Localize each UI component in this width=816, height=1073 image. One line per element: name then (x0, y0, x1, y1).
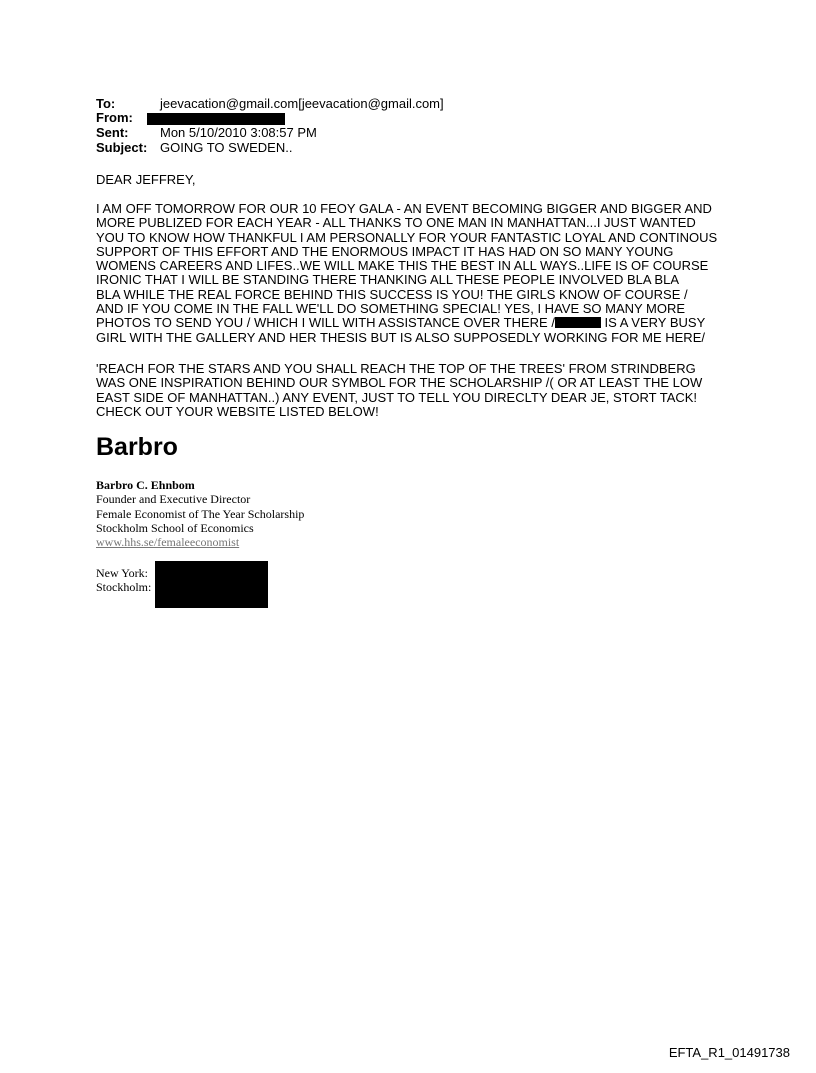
paragraph-line: WAS ONE INSPIRATION BEHIND OUR SYMBOL FOR THE SCHOLARSHIP /( OR AT LEAST THE LOW (96, 375, 703, 391)
from-label: From: (96, 110, 133, 125)
line-text-before-redaction: PHOTOS TO SEND YOU / WHICH I WILL WITH ASSISTANCE OVER THERE / (96, 315, 555, 331)
signature-scholarship: Female Economist of The Year Scholarship (96, 507, 305, 521)
new-york-label: New York: (96, 566, 149, 580)
signature-school: Stockholm School of Economics (96, 521, 254, 535)
to-value: jeevacation@gmail.com[jeevacation@gmail.com] (160, 96, 444, 111)
paragraph-line: MORE PUBLIZED FOR EACH YEAR - ALL THANKS TO ONE MAN IN MANHATTAN...I JUST WANTED (96, 215, 696, 231)
message-paragraph-1 (96, 202, 736, 345)
signature-full-name: Barbro C. Ehnbom (96, 478, 195, 492)
signature-name: Barbro (96, 433, 178, 461)
paragraph-line: SUPPORT OF THIS EFFORT AND THE ENORMOUS IMPACT IT HAS HAD ON SO MANY YOUNG (96, 243, 674, 259)
paragraph-line: IRONIC THAT I WILL BE STANDING THERE THANKING ALL THESE PEOPLE INVOLVED BLA BLA (96, 272, 680, 288)
paragraph-line: I AM OFF TOMORROW FOR OUR 10 FEOY GALA - AN EVENT BECOMING BIGGER AND BIGGER AND (96, 201, 712, 216)
to-label: To: (96, 96, 116, 111)
subject-value: GOING TO SWEDEN.. (160, 140, 293, 155)
line-text-after-redaction: IS A VERY BUSY (600, 315, 706, 331)
greeting: DEAR JEFFREY, (96, 172, 196, 187)
paragraph-line: GIRL WITH THE GALLERY AND HER THESIS BUT IS ALSO SUPPOSEDLY WORKING FOR ME HERE/ (96, 329, 705, 345)
signature-website-link[interactable]: www.hhs.se/femaleeconomist (96, 535, 240, 549)
paragraph-line: AND IF YOU COME IN THE FALL WE'LL DO SOMETHING SPECIAL! YES, I HAVE SO MANY MORE (96, 301, 686, 317)
paragraph-line: EAST SIDE OF MANHATTAN..) ANY EVENT, JUST TO TELL YOU DIRECLTY DEAR JE, STORT TACK! (96, 389, 698, 405)
to-row (96, 97, 444, 111)
paragraph-line: 'REACH FOR THE STARS AND YOU SHALL REACH THE TOP OF THE TREES' FROM STRINDBERG (96, 361, 696, 376)
subject-label: Subject: (96, 140, 148, 155)
paragraph-line: YOU TO KNOW HOW THANKFUL I AM PERSONALLY FOR YOUR FANTASTIC LOYAL AND CONTINOUS (96, 229, 718, 245)
signature-title: Founder and Executive Director (96, 492, 251, 506)
sent-row (96, 126, 317, 140)
from-redaction (147, 113, 285, 125)
subject-row (96, 141, 292, 155)
paragraph-line: WOMENS CAREERS AND LIFES..WE WILL MAKE THIS THE BEST IN ALL WAYS..LIFE IS OF COURSE (96, 258, 709, 274)
name-redaction (555, 317, 601, 328)
phone-redaction (155, 561, 268, 608)
stockholm-label: Stockholm: (96, 580, 152, 594)
sent-value: Mon 5/10/2010 3:08:57 PM (160, 125, 317, 140)
paragraph-line: BLA WHILE THE REAL FORCE BEHIND THIS SUCCESS IS YOU! THE GIRLS KNOW OF COURSE / (96, 286, 688, 302)
document-id: EFTA_R1_01491738 (668, 1045, 790, 1060)
message-paragraph-2 (96, 362, 736, 419)
paragraph-line: CHECK OUT YOUR WEBSITE LISTED BELOW! (96, 403, 379, 419)
sent-label: Sent: (96, 125, 129, 140)
paragraph-line-with-redaction (96, 316, 736, 330)
